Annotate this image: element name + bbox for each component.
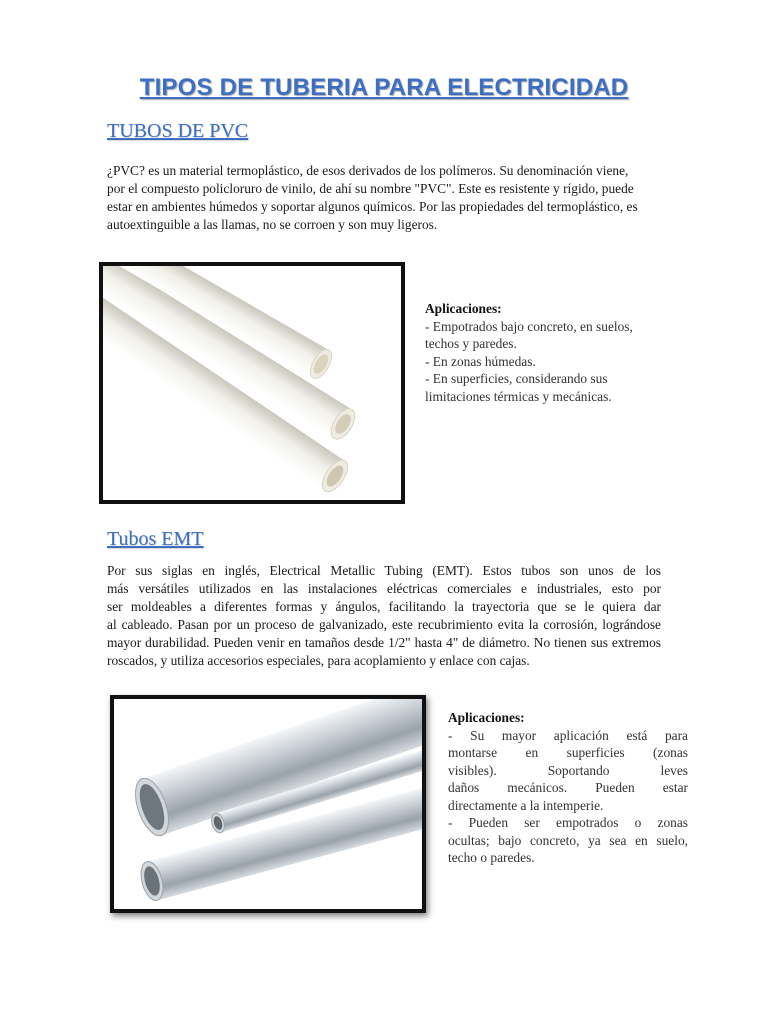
emt-application-line: directamente a la intemperie.	[448, 797, 604, 813]
pvc-pipes-illustration	[103, 266, 401, 500]
emt-paragraph-line: al cableado. Pasan por un proceso de galvanizado, este recubrimiento evita la corrosión, lográndose	[107, 617, 661, 632]
emt-application-line: - Su mayor aplicación está para	[448, 727, 688, 743]
emt-application-line: daños mecánicos. Pueden estar	[448, 780, 688, 795]
page-title: TIPOS DE TUBERIA PARA ELECTRICIDAD	[139, 74, 629, 101]
pvc-paragraph-line: estar en ambientes húmedos y soportar algunos químicos. Por las propiedades del termoplástico, es	[107, 199, 638, 214]
pvc-application-line: - Empotrados bajo concreto, en suelos,	[425, 318, 633, 334]
pvc-application-line: - En superficies, considerando sus	[425, 371, 608, 386]
emt-paragraph-line: mayor durabilidad. Pueden venir en tamaños desde 1/2" hasta 4" de diámetro. No tienen sus extremos	[107, 635, 661, 650]
emt-paragraph-line: roscados, y utiliza accesorios especiales, para acoplamiento y enlace con cajas.	[107, 653, 530, 668]
emt-application-line: visibles). Soportando leves	[448, 762, 688, 778]
emt-application-line: techo o paredes.	[448, 850, 535, 865]
pvc-application-line: - En zonas húmedas.	[425, 353, 536, 369]
emt-paragraph-line: ser moldeables a diferentes formas y ángulos, facilitando la trayectoria que se le quiera dar	[107, 599, 661, 614]
pvc-heading: TUBOS DE PVC	[107, 120, 249, 142]
pvc-applications-title: Aplicaciones:	[425, 301, 502, 316]
emt-application-line: - Pueden ser empotrados o zonas	[448, 815, 688, 830]
emt-applications	[448, 709, 688, 867]
pvc-application-line: techos y paredes.	[425, 336, 517, 351]
pvc-paragraph	[107, 162, 661, 234]
pvc-paragraph-line: autoextinguible a las llamas, no se corroen y son muy ligeros.	[107, 217, 438, 232]
pvc-applications	[425, 300, 665, 405]
emt-heading: Tubos EMT	[107, 528, 204, 550]
emt-application-line: ocultas; bajo concreto, ya sea en suelo,	[448, 832, 688, 848]
emt-applications-title: Aplicaciones:	[448, 710, 525, 725]
pvc-paragraph-line: ¿PVC? es un material termoplástico, de esos derivados de los polímeros. Su denominación viene,	[107, 163, 629, 178]
emt-paragraph-line: Por sus siglas en inglés, Electrical Metallic Tubing (EMT). Estos tubos son unos de los	[107, 563, 661, 578]
pvc-paragraph-line: por el compuesto policloruro de vinilo, de ahí su nombre "PVC". Este es resistente y rígido, puede	[107, 181, 634, 196]
emt-paragraph-line: más versátiles utilizados en las instalaciones eléctricas comerciales e industriales, esto por	[107, 581, 661, 596]
emt-pipes-image	[110, 695, 426, 913]
emt-paragraph	[107, 562, 661, 670]
emt-pipes-illustration	[114, 699, 422, 909]
emt-application-line: montarse en superficies (zonas	[448, 745, 688, 760]
pvc-application-line: limitaciones térmicas y mecánicas.	[425, 388, 612, 404]
pvc-pipes-image	[99, 262, 405, 504]
